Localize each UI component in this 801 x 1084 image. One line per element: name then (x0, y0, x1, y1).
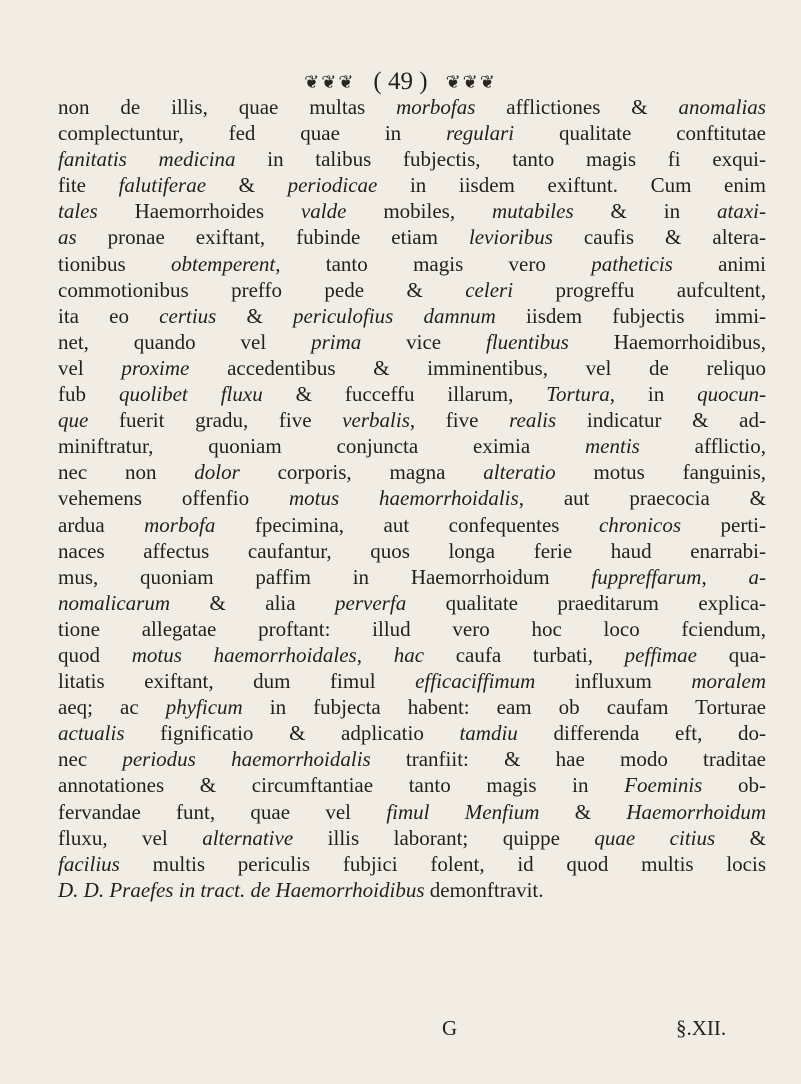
italic-text: fluentibus (486, 329, 569, 354)
italic-text: quolibet fluxu (118, 382, 263, 407)
roman-text: , (356, 642, 394, 667)
text-line (58, 720, 766, 746)
italic-text: nomalicarum (58, 590, 170, 615)
text-line (58, 851, 766, 877)
text-line (58, 198, 766, 224)
signature-mark: G (442, 1016, 458, 1040)
italic-text: Foeminis (624, 773, 703, 798)
roman-text: perti- (681, 512, 766, 537)
ornament-left-icon: ❦❦❦ (304, 71, 356, 92)
text-line (58, 224, 766, 250)
text-line (58, 355, 766, 381)
roman-text: net, quando vel (58, 329, 312, 354)
italic-text: fanitatis medicina (58, 147, 236, 172)
italic-text: certius (159, 303, 217, 328)
roman-text: & (539, 799, 627, 824)
text-line (58, 381, 766, 407)
roman-text: in fubjecta habent: eam ob caufam Torturae (242, 695, 766, 720)
text-line (58, 146, 766, 172)
text-line (58, 746, 766, 772)
text-line (58, 277, 766, 303)
roman-text: annotationes & circumftantiae tanto magis in (58, 773, 625, 798)
text-line (58, 329, 766, 355)
text-line (58, 564, 766, 590)
italic-text: morbofas (396, 95, 476, 119)
roman-text: fpecimina, aut confequentes (215, 512, 599, 537)
roman-text: naces affectus caufantur, quos longa ferie haud enarrabi- (58, 538, 766, 563)
italic-text: periodicae (287, 173, 378, 198)
roman-text: fervandae funt, quae vel (58, 799, 387, 824)
italic-text: prima (311, 329, 362, 354)
roman-text: differenda eft, do- (517, 721, 766, 746)
text-line (58, 251, 766, 277)
roman-text: , aut praecocia & (518, 486, 766, 511)
roman-text: miniftratur, quoniam conjuncta eximia (58, 434, 585, 459)
roman-text: corporis, magna (239, 460, 484, 485)
page-footer (0, 1016, 801, 1044)
italic-text: falutiferae (118, 173, 207, 198)
page-header (0, 68, 801, 96)
roman-text: ob- (702, 773, 766, 798)
roman-text: , in (609, 382, 698, 407)
roman-text: Haemorrhoides (97, 199, 301, 224)
roman-text: vel (58, 355, 122, 380)
roman-text: in iisdem exiftunt. Cum enim (377, 173, 766, 198)
roman-text: non de illis, quae multas (58, 95, 397, 119)
text-line (58, 799, 766, 825)
text-line (58, 825, 766, 851)
text-line (58, 772, 766, 798)
roman-text: progreffu aufcultent, (513, 277, 767, 302)
roman-text: influxum (535, 669, 692, 694)
text-line (58, 172, 766, 198)
italic-text: actualis (58, 721, 125, 746)
roman-text: commotionibus preffo pede & (58, 277, 466, 302)
italic-text: proxime (121, 355, 190, 380)
roman-text: litatis exiftant, dum fimul (58, 669, 416, 694)
roman-text: complectuntur, fed quae in (58, 121, 447, 146)
roman-text: , (701, 564, 749, 589)
text-line (58, 407, 766, 433)
italic-text: obtemperent (171, 251, 276, 276)
roman-text: vehemens offenfio (58, 486, 289, 511)
roman-text: , five (409, 408, 510, 433)
roman-text: mus, quoniam paffim in Haemorrhoidum (58, 564, 592, 589)
roman-text: , tanto magis vero (275, 251, 592, 276)
roman-text: & in (573, 199, 718, 224)
italic-text: levioribus (468, 225, 553, 250)
italic-text: alternative (202, 825, 294, 850)
ornament-right-icon: ❦❦❦ (445, 71, 497, 92)
roman-text: fluxu, vel (58, 825, 203, 850)
italic-text: tales (58, 199, 98, 224)
roman-text: & (206, 173, 288, 198)
text-line (58, 877, 766, 903)
roman-text: illis laborant; quippe (293, 825, 595, 850)
italic-text: efficaciffimum (415, 669, 536, 694)
italic-text: hac (393, 642, 425, 667)
roman-text: caufa turbati, (424, 642, 625, 667)
italic-text: Haemorrhoidum (626, 799, 766, 824)
italic-text: morbofa (144, 512, 216, 537)
roman-text: tionibus (58, 251, 171, 276)
roman-text: multis periculis fubjici folent, id quod multis locis (119, 851, 766, 876)
italic-text: quocun- (697, 382, 766, 407)
italic-text: valde (300, 199, 347, 224)
roman-text: iisdem fubjectis immi- (495, 303, 767, 328)
italic-text: periculofius damnum (293, 303, 496, 328)
roman-text: & (216, 303, 294, 328)
italic-text: perverfa (335, 590, 407, 615)
italic-text: Tortura (546, 382, 610, 407)
italic-text: dolor (194, 460, 240, 485)
roman-text: ardua (58, 512, 145, 537)
text-line (58, 94, 766, 120)
italic-text: realis (509, 408, 557, 433)
text-line (58, 433, 766, 459)
italic-text: periodus haemorrhoidalis (122, 747, 371, 772)
text-line (58, 120, 766, 146)
roman-text: demonftravit. (424, 877, 544, 902)
roman-text: animi (672, 251, 767, 276)
roman-text: nec (58, 747, 123, 772)
italic-text: as (58, 225, 77, 250)
italic-text: alteratio (483, 460, 556, 485)
roman-text: & fucceffu illarum, (262, 382, 547, 407)
roman-text: fuerit gradu, five (88, 408, 343, 433)
italic-text: motus haemorrhoidalis (289, 486, 519, 511)
italic-text: a- (748, 564, 767, 589)
text-line (58, 694, 766, 720)
roman-text: vice (361, 329, 487, 354)
italic-text: mutabiles (491, 199, 574, 224)
italic-text: regulari (446, 121, 515, 146)
text-line (58, 303, 766, 329)
roman-text: motus fanguinis, (555, 460, 766, 485)
roman-text: caufis & altera- (552, 225, 766, 250)
italic-text: phyficum (165, 695, 243, 720)
text-line (58, 485, 766, 511)
roman-text: ita eo (58, 303, 160, 328)
italic-text: facilius (58, 851, 120, 876)
italic-text: mentis (585, 434, 640, 459)
text-body (58, 94, 766, 903)
roman-text: qua- (696, 642, 767, 667)
italic-text: anomalias (678, 95, 766, 119)
italic-text: ataxi- (717, 199, 766, 224)
italic-text: fimul Menfium (386, 799, 540, 824)
roman-text: & alia (170, 590, 336, 615)
text-line (58, 616, 766, 642)
roman-text: tranfiit: & hae modo traditae (370, 747, 766, 772)
roman-text: qualitate praeditarum explica- (406, 590, 766, 615)
roman-text: tione allegatae proftant: illud vero hoc loco fciendum, (58, 616, 766, 641)
roman-text: qualitate conftitutae (514, 121, 766, 146)
roman-text: Haemorrhoidibus, (568, 329, 766, 354)
page-number: ( 49 ) (373, 68, 428, 95)
roman-text: nec non (58, 460, 195, 485)
roman-text: quod (58, 642, 132, 667)
text-line (58, 590, 766, 616)
text-line (58, 459, 766, 485)
roman-text: afflictio, (639, 434, 766, 459)
roman-text: pronae exiftant, fubinde etiam (76, 225, 469, 250)
italic-text: D. D. Praefes in tract. de Haemorrhoidibus (58, 877, 425, 902)
roman-text: fub (58, 382, 119, 407)
italic-text: peffimae (624, 642, 697, 667)
text-line (58, 642, 766, 668)
roman-text: fite (58, 173, 119, 198)
roman-text: in talibus fubjectis, tanto magis fi exqui- (235, 147, 766, 172)
roman-text: aeq; ac (58, 695, 166, 720)
italic-text: verbalis (342, 408, 410, 433)
italic-text: celeri (465, 277, 514, 302)
italic-text: chronicos (598, 512, 682, 537)
roman-text: indicatur & ad- (556, 408, 766, 433)
roman-text: mobiles, (346, 199, 492, 224)
roman-text: fignificatio & adplicatio (124, 721, 460, 746)
roman-text: & (715, 825, 766, 850)
roman-text: accedentibus & imminentibus, vel de reliquo (189, 355, 766, 380)
italic-text: moralem (691, 669, 767, 694)
italic-text: patheticis (591, 251, 673, 276)
italic-text: quae citius (594, 825, 716, 850)
italic-text: que (58, 408, 89, 433)
italic-text: motus haemorrhoidales (131, 642, 357, 667)
roman-text: afflictiones & (475, 95, 679, 119)
text-line (58, 538, 766, 564)
text-line (58, 512, 766, 538)
text-line (58, 668, 766, 694)
italic-text: tamdiu (459, 721, 518, 746)
catchword: §.XII. (676, 1016, 727, 1040)
italic-text: fuppreffarum (591, 564, 702, 589)
